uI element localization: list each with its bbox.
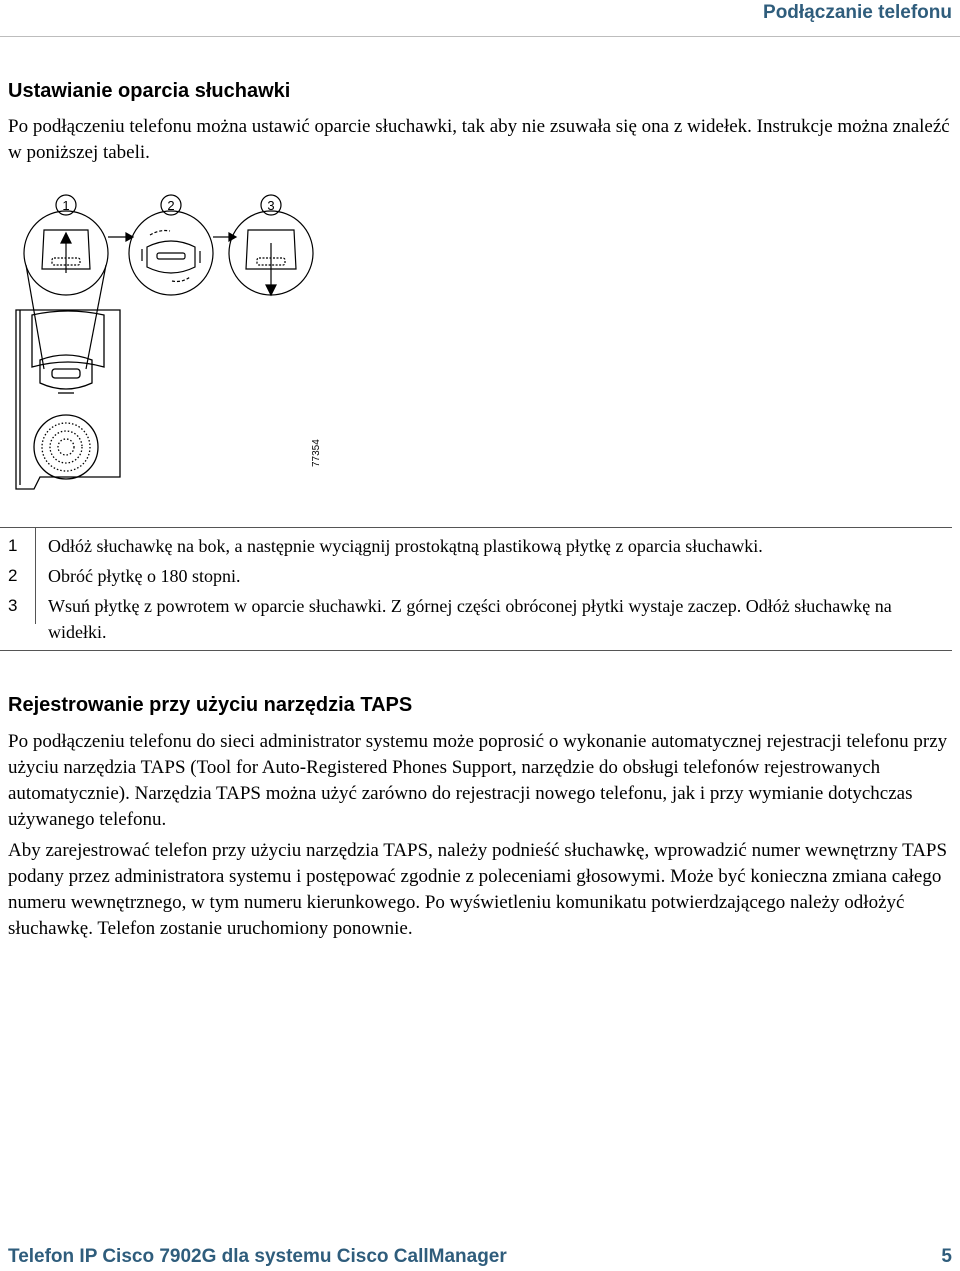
step-row [0,528,952,559]
step3-detail-icon [229,211,313,295]
callout-label-2: 2 [167,198,175,213]
step-row [0,559,952,589]
step-number: 1 [0,528,36,559]
step-number: 2 [0,559,36,589]
section-title-handset-rest: Ustawianie oparcia słuchawki [8,80,291,102]
callout-label-3: 3 [267,198,275,213]
step1-detail-icon [24,211,108,295]
phone-body-icon [16,310,120,489]
step-number: 3 [0,589,36,624]
step-text: Wsuń płytkę z powrotem w oparcie słuchawki. Z górnej części obróconej płytki wystaje zaczep. Odłóż słuchawkę na widełki. [48,596,892,642]
steps-table [0,527,952,651]
figure-id-label: 77354 [311,439,322,467]
section-intro: Po podłączeniu telefonu można ustawić oparcie słuchawki, tak aby nie zsuwała się ona z widełek. Instrukcje można znaleźć w poniższej tabeli. [8,116,950,163]
footer-document-title: Telefon IP Cisco 7902G dla systemu Cisco CallManager [8,1246,507,1267]
taps-paragraph-1: Po podłączeniu telefonu do sieci administrator systemu może poprosić o wykonanie automatycznej rejestracji telefonu przy użyciu narzędzia TAPS (Tool for Auto-Registered Phones Support, narzędzie do obsługi telefonów rejestrowanych automatycznie). Narzędzia TAPS można użyć zarówno do rejestracji nowego telefonu, jak i przy wymianie dotychczas używanego telefonu. [8,731,948,830]
section-title-taps: Rejestrowanie przy użyciu narzędzia TAPS [8,694,413,716]
callout-label-1: 1 [62,198,70,213]
step2-detail-icon [129,211,213,295]
handset-rest-illustration [0,185,340,505]
footer-page-number: 5 [941,1246,952,1267]
running-header: Podłączanie telefonu [763,2,952,23]
step-text: Obróć płytkę o 180 stopni. [48,566,241,586]
step-row [0,589,952,650]
taps-paragraph-2: Aby zarejestrować telefon przy użyciu narzędzia TAPS, należy podnieść słuchawkę, wprowadzić numer wewnętrzny TAPS podany przez administratora systemu i postępować zgodnie z poleceniami głosowymi. Może być konieczna zmiana całego numeru wewnętrznego, w tym numeru kierunkowego. Po wyświetleniu komunikatu potwierdzającego należy odłożyć słuchawkę. Telefon zostanie uruchomiony ponownie. [8,840,948,939]
header-divider [0,36,960,37]
step-text: Odłóż słuchawkę na bok, a następnie wyciągnij prostokątną plastikową płytkę z oparcia słuchawki. [48,536,763,556]
